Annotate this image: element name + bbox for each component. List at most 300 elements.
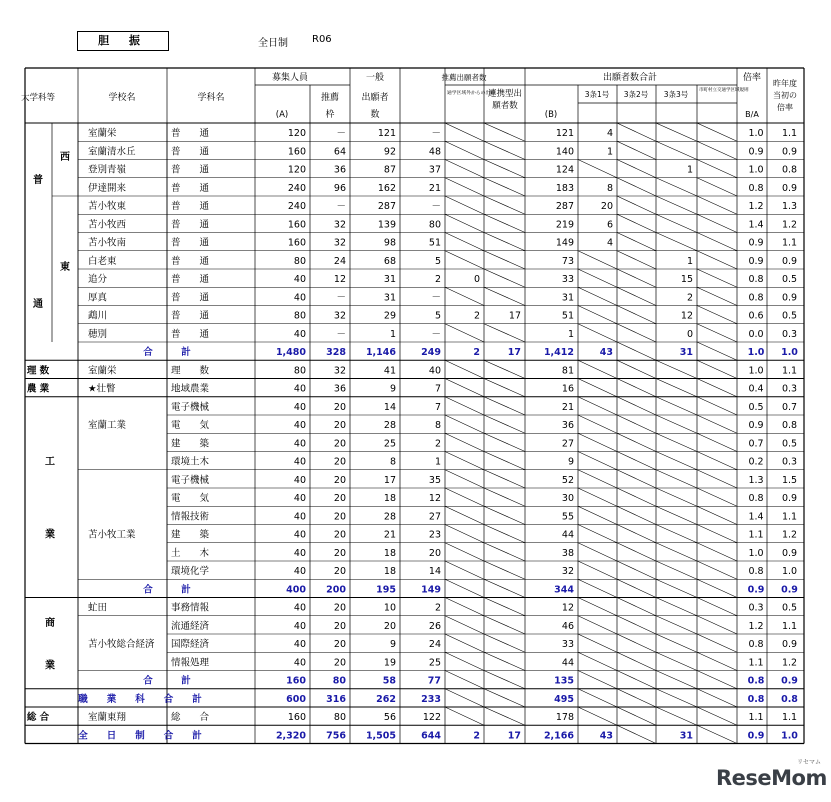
empty-cell-slash: [656, 123, 697, 141]
value-ratio: 0.8: [747, 675, 765, 687]
value-gen: 21: [383, 529, 396, 541]
value-rec: 20: [333, 456, 346, 468]
value-ratio: 0.8: [748, 274, 764, 285]
empty-cell-slash: [484, 379, 525, 397]
value-rec: 20: [333, 547, 346, 559]
empty-cell-slash: [578, 452, 617, 470]
empty-cell-slash: [484, 671, 525, 689]
value-rec: 36: [333, 383, 346, 395]
course-name: 普 通: [171, 128, 210, 139]
value-ratio: 1.0: [748, 164, 764, 176]
value-prev: 0.3: [781, 383, 798, 395]
empty-cell-slash: [617, 214, 656, 232]
empty-cell-slash: [578, 634, 617, 652]
value-rapp: 27: [428, 511, 441, 523]
value-b: 287: [555, 201, 574, 212]
empty-cell-slash: [617, 141, 656, 159]
school-name: 室蘭清水丘: [88, 146, 136, 158]
value-prev: 0.5: [781, 602, 798, 614]
col-prev: 昨年度: [773, 79, 797, 88]
value-ratio: 0.5: [748, 401, 764, 413]
value-prev: 1.1: [781, 128, 798, 139]
value-c3: 15: [680, 274, 693, 285]
empty-cell-slash: [445, 579, 484, 597]
value-prev: 1.1: [781, 712, 798, 723]
value-gen: 58: [382, 675, 396, 687]
empty-cell-slash: [578, 415, 617, 433]
empty-cell-slash: [578, 379, 617, 397]
course-name: 電 気: [171, 420, 210, 431]
value-rapp: 25: [428, 657, 441, 669]
empty-cell-slash: [656, 415, 697, 433]
empty-cell-slash: [656, 488, 697, 506]
value-b: 149: [555, 237, 574, 249]
value-gen: 68: [383, 255, 396, 267]
value-gen: 31: [383, 274, 396, 285]
school-name: ★壮瞥: [88, 383, 116, 395]
value-gen: 287: [377, 201, 396, 212]
empty-cell-slash: [484, 178, 525, 196]
value-a: 40: [293, 328, 306, 340]
value-rec: 80: [332, 675, 346, 687]
empty-cell-slash: [617, 415, 656, 433]
empty-cell-slash: [617, 634, 656, 652]
value-rapp: 40: [428, 365, 441, 377]
empty-cell-slash: [656, 543, 697, 561]
value-gen: 87: [383, 164, 396, 176]
course-name: 流通経済: [171, 620, 210, 632]
value-link: 17: [507, 730, 521, 742]
value-prev: 0.9: [781, 584, 798, 596]
empty-cell-slash: [445, 470, 484, 488]
value-rapp: 12: [428, 493, 441, 504]
empty-cell-slash: [445, 415, 484, 433]
course-name: 普 通: [171, 146, 210, 158]
value-rapp: 1: [434, 456, 441, 468]
category-west: 西: [60, 152, 70, 163]
empty-cell-slash: [445, 488, 484, 506]
empty-cell-slash: [484, 397, 525, 415]
empty-cell-slash: [617, 616, 656, 634]
value-prev: 1.1: [781, 620, 798, 632]
value-prev: 0.3: [781, 328, 798, 340]
value-c1: 43: [599, 730, 613, 742]
value-prev: 1.3: [781, 201, 798, 212]
col-capacity-a: (A): [275, 110, 289, 120]
value-rapp: 5: [434, 255, 441, 267]
empty-cell-slash: [484, 360, 525, 378]
value-gen: 121: [377, 128, 396, 139]
empty-cell-slash: [445, 196, 484, 214]
value-gen: 8: [389, 456, 396, 468]
value-gen: 17: [383, 474, 396, 486]
empty-cell-slash: [656, 506, 697, 524]
value-c3: 0: [686, 328, 693, 340]
course-name: 普 通: [171, 219, 210, 231]
value-a: 160: [287, 219, 306, 231]
course-name: 地域農業: [171, 383, 210, 395]
course-name: 建 築: [171, 438, 210, 450]
empty-cell-slash: [484, 707, 525, 725]
empty-cell-slash: [656, 233, 697, 251]
empty-cell-slash: [656, 196, 697, 214]
value-rec: 96: [333, 182, 346, 194]
col-general2: 出願者: [361, 93, 389, 103]
value-prev: 1.0: [781, 730, 798, 742]
empty-cell-slash: [697, 543, 737, 561]
empty-cell-slash: [578, 506, 617, 524]
col-ratio: 倍率: [742, 73, 762, 83]
value-ratio: 0.4: [748, 383, 764, 395]
empty-cell-slash: [445, 287, 484, 305]
school-name: 穂別: [88, 328, 108, 340]
value-b: 21: [561, 401, 574, 413]
value-prev: 1.2: [781, 529, 798, 541]
system-label: 全日制: [258, 38, 288, 49]
empty-cell-slash: [656, 452, 697, 470]
course-name: 電子機械: [171, 401, 210, 413]
value-rapp: 21: [428, 182, 441, 194]
value-b: 46: [561, 620, 574, 632]
value-ratio: 1.4: [748, 219, 764, 231]
category-sogo: 総 合: [26, 712, 50, 723]
empty-cell-slash: [578, 269, 617, 287]
empty-cell-slash: [484, 251, 525, 269]
value-a: 80: [293, 365, 306, 377]
value-gen: 195: [376, 584, 396, 596]
value-c3: 1: [686, 164, 693, 176]
value-rapp: 35: [428, 474, 441, 486]
empty-cell-slash: [697, 160, 737, 178]
empty-cell-slash: [445, 178, 484, 196]
empty-cell-slash: [578, 561, 617, 579]
empty-cell-slash: [656, 689, 697, 707]
empty-cell-slash: [617, 160, 656, 178]
value-b: 219: [555, 219, 574, 231]
empty-cell-slash: [445, 233, 484, 251]
value-c3: 12: [680, 310, 693, 322]
value-rec: 20: [333, 401, 346, 413]
empty-cell-slash: [656, 141, 697, 159]
value-b: 32: [561, 566, 574, 577]
empty-cell-slash: [697, 579, 737, 597]
empty-cell-slash: [484, 561, 525, 579]
value-rec: 20: [333, 529, 346, 541]
empty-cell-slash: [656, 634, 697, 652]
empty-cell-slash: [656, 214, 697, 232]
value-gen: 31: [383, 292, 396, 304]
value-ratio: 0.9: [748, 255, 764, 267]
empty-cell-slash: [578, 689, 617, 707]
value-a: 40: [293, 511, 306, 523]
empty-cell-slash: [656, 579, 697, 597]
value-rapp: 24: [428, 639, 441, 650]
value-a: 40: [293, 602, 306, 614]
value-a: 160: [287, 712, 306, 723]
empty-cell-slash: [484, 160, 525, 178]
empty-cell-slash: [578, 251, 617, 269]
value-b: 124: [555, 164, 574, 176]
empty-cell-slash: [578, 287, 617, 305]
value-rec: 20: [333, 474, 346, 486]
value-ratio: 0.0: [748, 328, 764, 340]
empty-cell-slash: [445, 671, 484, 689]
value-prev: 0.9: [781, 493, 798, 504]
empty-cell-slash: [445, 525, 484, 543]
value-rapp: －: [431, 201, 441, 212]
col-dept-type: 大学科等: [20, 93, 56, 103]
col-general: 一般: [365, 73, 385, 83]
value-rec: 20: [333, 493, 346, 504]
value-a: 400: [286, 584, 306, 596]
course-name: 総 合: [171, 712, 210, 723]
empty-cell-slash: [484, 269, 525, 287]
value-rapp: 8: [434, 420, 441, 431]
value-prev: 1.0: [781, 347, 798, 358]
course-name: 情報処理: [171, 657, 210, 669]
value-a: 240: [287, 201, 306, 212]
course-name: 国際経済: [171, 639, 210, 650]
value-a: 600: [286, 693, 306, 705]
empty-cell-slash: [484, 196, 525, 214]
value-gen: 20: [383, 620, 396, 632]
value-ratio: 0.9: [747, 730, 765, 742]
value-b: 33: [561, 274, 574, 285]
value-rec: 32: [333, 237, 346, 249]
empty-cell-slash: [617, 470, 656, 488]
value-a: 40: [293, 547, 306, 559]
value-a: 40: [293, 401, 306, 413]
col-rec-apps: 推薦出願者数: [441, 73, 487, 82]
value-rec: 20: [333, 566, 346, 577]
empty-cell-slash: [484, 579, 525, 597]
course-name: 普 通: [171, 255, 210, 267]
col-linked2: 願者数: [492, 101, 518, 111]
course-name: 環境化学: [171, 566, 210, 577]
value-gen: 92: [383, 146, 396, 158]
value-ratio: 0.8: [747, 693, 765, 705]
value-rapp: 149: [421, 584, 441, 596]
value-c1: 20: [600, 201, 613, 212]
empty-cell-slash: [484, 652, 525, 670]
value-prev: 1.2: [781, 657, 798, 669]
value-rec: 20: [333, 639, 346, 650]
course-name: 普 通: [171, 237, 210, 249]
value-ratio: 0.9: [748, 146, 764, 158]
value-rapp: 48: [428, 146, 441, 158]
value-gen: 98: [383, 237, 396, 249]
value-gen: 18: [383, 566, 396, 577]
value-c1: 1: [606, 146, 613, 158]
empty-cell-slash: [697, 196, 737, 214]
grand-total-label: 職 業 科 合 計: [78, 693, 202, 705]
empty-cell-slash: [617, 178, 656, 196]
value-rapp: 122: [422, 712, 441, 723]
col-rec-area: 通学区域外からの出願: [447, 91, 495, 96]
school-name: 白老東: [88, 255, 117, 267]
value-rapp: 23: [428, 529, 441, 541]
empty-cell-slash: [697, 671, 737, 689]
school-name: 伊達開来: [88, 182, 127, 194]
empty-cell-slash: [484, 233, 525, 251]
value-gen: 1,505: [365, 730, 396, 742]
col-general3: 数: [370, 110, 380, 120]
value-ratio: 1.0: [747, 347, 765, 358]
value-rapp: 2: [434, 438, 441, 450]
empty-cell-slash: [578, 433, 617, 451]
value-rec: 32: [333, 365, 346, 377]
school-name: 室蘭栄: [88, 365, 117, 377]
value-rapp: 77: [427, 675, 441, 687]
value-a: 160: [287, 237, 306, 249]
course-name: 普 通: [171, 164, 210, 176]
empty-cell-slash: [656, 525, 697, 543]
col-art-muni: 市町村立交通学区域規則: [699, 88, 749, 93]
value-rapp: 20: [428, 547, 441, 559]
empty-cell-slash: [697, 634, 737, 652]
empty-cell-slash: [617, 598, 656, 616]
subtotal-label: 合 計: [143, 584, 191, 596]
value-prev: 0.8: [781, 693, 798, 705]
empty-cell-slash: [617, 269, 656, 287]
col-capacity-rec2: 枠: [325, 110, 335, 120]
value-prev: 1.5: [781, 474, 798, 486]
value-gen: 41: [383, 365, 396, 377]
empty-cell-slash: [617, 360, 656, 378]
empty-cell-slash: [445, 452, 484, 470]
value-a: 40: [293, 493, 306, 504]
empty-cell-slash: [578, 652, 617, 670]
value-rec: 36: [333, 164, 346, 176]
region-label: 胆 振: [77, 31, 169, 51]
value-rapp: 37: [428, 164, 441, 176]
value-a: 40: [293, 438, 306, 450]
value-a: 40: [293, 566, 306, 577]
category-east: 東: [60, 262, 70, 273]
value-a: 40: [293, 456, 306, 468]
empty-cell-slash: [617, 324, 656, 342]
value-rec: 756: [326, 730, 346, 742]
empty-cell-slash: [697, 506, 737, 524]
value-b: 73: [561, 255, 574, 267]
category-futsu-2: 通: [33, 299, 43, 310]
empty-cell-slash: [697, 251, 737, 269]
value-prev: 0.3: [781, 456, 798, 468]
school-name: 厚真: [88, 292, 108, 304]
empty-cell-slash: [617, 689, 656, 707]
empty-cell-slash: [445, 251, 484, 269]
empty-cell-slash: [445, 214, 484, 232]
empty-cell-slash: [445, 433, 484, 451]
value-a: 40: [293, 292, 306, 304]
value-area: 0: [473, 274, 480, 285]
empty-cell-slash: [697, 725, 737, 743]
course-name: 事務情報: [171, 602, 210, 614]
year-label: R06: [312, 34, 332, 45]
value-b: 121: [555, 128, 574, 139]
course-name: 建 築: [171, 529, 210, 541]
category-kogyo-1: 工: [45, 456, 55, 468]
empty-cell-slash: [697, 561, 737, 579]
empty-cell-slash: [484, 689, 525, 707]
empty-cell-slash: [617, 561, 656, 579]
course-name: 普 通: [171, 182, 210, 194]
course-name: 普 通: [171, 274, 210, 285]
value-rec: －: [336, 201, 346, 212]
value-rapp: 5: [434, 310, 441, 322]
empty-cell-slash: [484, 123, 525, 141]
value-b: 55: [561, 511, 574, 523]
empty-cell-slash: [617, 652, 656, 670]
empty-cell-slash: [578, 543, 617, 561]
value-prev: 0.9: [781, 547, 798, 559]
empty-cell-slash: [697, 415, 737, 433]
value-ratio: 0.6: [748, 310, 764, 322]
value-a: 40: [293, 639, 306, 650]
empty-cell-slash: [656, 470, 697, 488]
value-rec: －: [336, 292, 346, 304]
value-area: 2: [473, 310, 480, 322]
value-gen: 10: [383, 602, 396, 614]
value-ratio: 1.0: [748, 365, 764, 377]
empty-cell-slash: [656, 379, 697, 397]
value-b: 9: [567, 456, 574, 468]
value-rec: 32: [333, 219, 346, 231]
value-c1: 4: [606, 128, 613, 139]
value-prev: 0.9: [781, 292, 798, 304]
empty-cell-slash: [656, 433, 697, 451]
empty-cell-slash: [445, 160, 484, 178]
value-area: 2: [473, 730, 480, 742]
value-c3: 31: [679, 347, 693, 358]
value-rapp: 80: [428, 219, 441, 231]
empty-cell-slash: [617, 725, 656, 743]
value-b: 16: [561, 383, 574, 395]
category-shogyo-2: 業: [45, 660, 55, 672]
empty-cell-slash: [697, 141, 737, 159]
empty-cell-slash: [656, 561, 697, 579]
value-rec: 20: [333, 657, 346, 669]
value-ratio: 0.8: [748, 182, 764, 194]
value-prev: 0.9: [781, 675, 798, 687]
empty-cell-slash: [656, 671, 697, 689]
empty-cell-slash: [484, 525, 525, 543]
value-gen: 14: [383, 401, 396, 413]
value-ratio: 0.9: [748, 420, 764, 431]
value-c1: 43: [599, 347, 613, 358]
value-ratio: 0.8: [748, 292, 764, 304]
value-gen: 28: [383, 420, 396, 431]
category-futsu-1: 普: [33, 175, 43, 186]
value-rapp: 233: [421, 693, 441, 705]
col-prev3: 倍率: [777, 103, 793, 112]
value-ratio: 0.7: [748, 438, 764, 450]
value-gen: 56: [383, 712, 396, 723]
value-ratio: 1.1: [748, 529, 764, 541]
value-b: 44: [561, 529, 574, 541]
value-a: 40: [293, 657, 306, 669]
course-name: 情報技術: [171, 511, 210, 523]
empty-cell-slash: [697, 324, 737, 342]
value-b: 1,412: [543, 347, 574, 358]
empty-cell-slash: [578, 324, 617, 342]
value-ratio: 0.9: [747, 584, 765, 596]
school-name: 虻田: [88, 602, 108, 614]
empty-cell-slash: [617, 543, 656, 561]
value-b: 495: [554, 693, 574, 705]
value-prev: 0.9: [781, 146, 798, 158]
value-prev: 1.1: [781, 511, 798, 523]
